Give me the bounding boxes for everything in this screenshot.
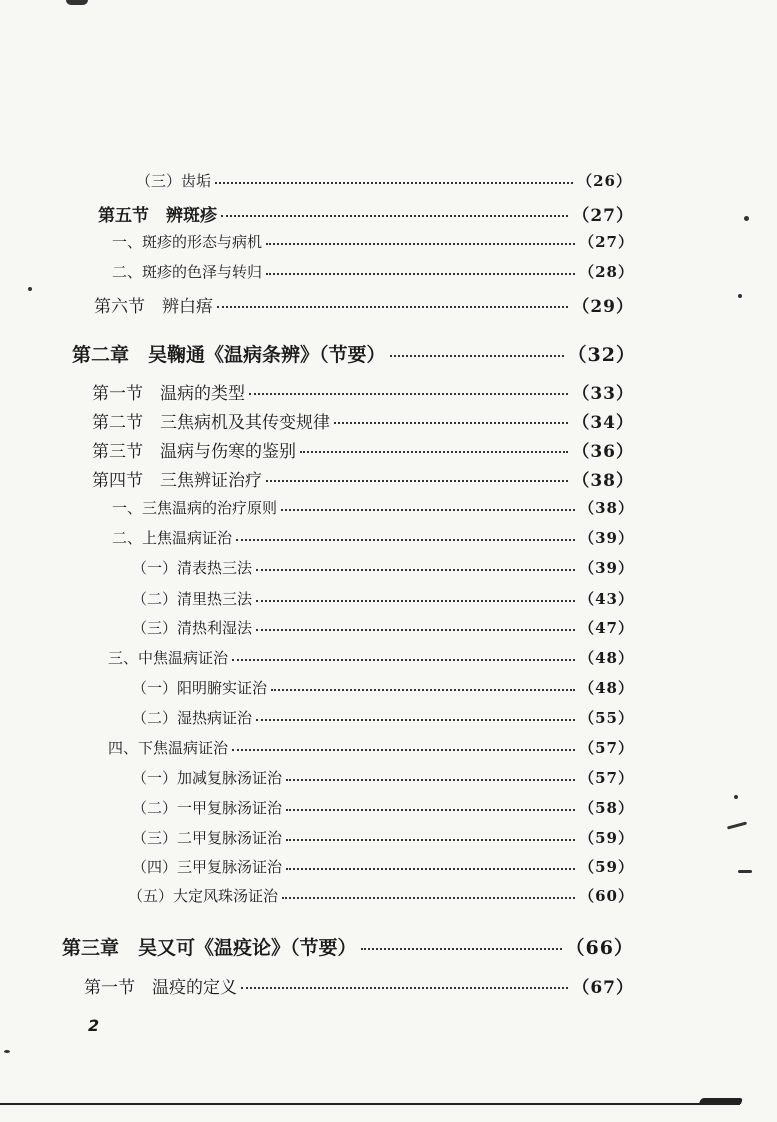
toc-entry [92,466,634,491]
toc-entry-page: （27） [572,206,634,226]
toc-entry [108,737,634,758]
toc-entry-label: 第三节 温病与伤寒的鉴别 [92,442,296,462]
scan-speck [738,294,742,298]
toc-entry-page: （59） [579,858,634,876]
toc-entry-label: （三）二甲复脉汤证治 [132,829,283,847]
toc-entry-label: 第一节 温病的类型 [92,384,245,404]
toc-entry-label: （一）清表热三法 [132,559,253,577]
toc-entry-label: 一、斑疹的形态与病机 [112,233,263,251]
toc-entry-page: （28） [579,263,634,281]
scan-speck [738,870,752,873]
toc-entry-label: （一）加减复脉汤证治 [132,769,283,787]
toc-entry-page: （47） [579,619,634,637]
scan-speck [734,795,738,799]
toc-leader [266,243,575,245]
toc-leader [286,839,575,841]
toc-chapter-entry [72,340,636,367]
bottom-rule-end [699,1098,743,1104]
toc-entry-page: （39） [579,529,634,547]
scan-speck [28,287,32,291]
toc-entry [84,973,634,998]
toc-entry-label: 第二节 三焦病机及其传变规律 [92,413,330,433]
toc-entry-page: （29） [572,297,634,317]
toc-leader [256,629,575,631]
toc-entry-label: （四）三甲复脉汤证治 [132,858,283,876]
toc-entry-page: （67） [572,978,634,998]
toc-entry-page: （32） [567,344,636,366]
toc-entry-page: （38） [579,499,634,517]
scan-speck [727,821,747,829]
toc-entry-page: （48） [579,649,634,667]
toc-leader [361,948,562,950]
toc-chapter-entry [62,933,634,960]
bottom-rule [0,1103,740,1105]
toc-entry-label: （二）清里热三法 [132,590,253,608]
toc-leader [266,273,575,275]
toc-entry-page: （58） [579,799,634,817]
toc-entry [132,677,634,698]
toc-leader [256,569,575,571]
toc-entry-page: （33） [572,384,634,404]
toc-entry-page: （43） [579,590,634,608]
toc-entry [112,497,634,518]
toc-leader [266,480,568,482]
toc-entry-label: （三）齿垢 [136,172,212,190]
toc-leader [221,215,568,217]
toc-leader [256,600,575,602]
toc-entry-page: （66） [565,937,634,959]
top-scan-mark [66,0,88,5]
toc-entry-label: 第一节 温疫的定义 [84,978,237,998]
toc-entry-label: 第四节 三焦辨证治疗 [92,471,262,491]
toc-leader [215,182,573,184]
toc-entry [92,379,634,404]
toc-entry [132,707,634,728]
toc-entry [132,588,634,609]
toc-leader [286,809,575,811]
toc-entry-page: （36） [572,442,634,462]
toc-leader [232,659,575,661]
toc-entry [98,201,634,226]
toc-leader [271,689,575,691]
toc-entry-page: （55） [579,709,634,727]
toc-leader [241,987,568,989]
toc-entry-label: 二、斑疹的色泽与转归 [112,263,263,281]
toc-entry-label: 第三章 吴又可《温疫论》（节要） [62,937,357,959]
toc-entry [108,647,634,668]
toc-entry-label: （二）湿热病证治 [132,709,253,727]
toc-leader [390,355,564,357]
toc-leader [334,422,568,424]
toc-leader [249,393,568,395]
toc-entry-label: 第六节 辨白痦 [94,297,213,317]
toc-entry-label: 二、上焦温病证治 [112,529,233,547]
toc-entry [132,557,634,578]
toc-entry-label: 三、中焦温病证治 [108,649,229,667]
toc-entry-label: 第五节 辨斑疹 [98,206,217,226]
page-number: 2 [88,1016,100,1035]
toc-leader [217,306,568,308]
toc-entry-page: （57） [579,769,634,787]
toc-entry [112,231,634,252]
toc-entry-page: （38） [572,471,634,491]
toc-leader [256,719,575,721]
toc-entry [128,885,634,906]
toc-entry-label: （一）阳明腑实证治 [132,679,268,697]
toc-entry [132,767,634,788]
toc-leader [286,868,575,870]
scan-speck [744,216,749,221]
toc-entry [136,170,632,191]
toc-entry-label: （五）大定风珠汤证治 [128,887,279,905]
toc-entry-page: （27） [579,233,634,251]
toc-entry-page: （48） [579,679,634,697]
toc-entry-label: 一、三焦温病的治疗原则 [112,499,278,517]
toc-entry-page: （57） [579,739,634,757]
toc-entry [112,261,634,282]
toc-entry [132,856,634,877]
toc-leader [300,451,568,453]
toc-entry [94,292,634,317]
toc-entry [92,408,634,433]
toc-entry-label: （三）清热利湿法 [132,619,253,637]
toc-entry-page: （39） [579,559,634,577]
toc-entry [112,527,634,548]
toc-leader [236,539,575,541]
toc-leader [281,509,575,511]
toc-entry-label: 第二章 吴鞠通《温病条辨》（节要） [72,344,386,366]
toc-entry-page: （60） [579,887,634,905]
toc-entry-page: （34） [572,413,634,433]
toc-entry [132,617,634,638]
toc-entry-label: （二）一甲复脉汤证治 [132,799,283,817]
toc-entry [92,437,634,462]
toc-entry [132,797,634,818]
scan-speck [4,1050,10,1053]
toc-entry-page: （26） [577,172,632,190]
toc-entry [132,827,634,848]
toc-leader [286,779,575,781]
toc-leader [282,897,575,899]
toc-entry-page: （59） [579,829,634,847]
toc-leader [232,749,575,751]
toc-entry-label: 四、下焦温病证治 [108,739,229,757]
